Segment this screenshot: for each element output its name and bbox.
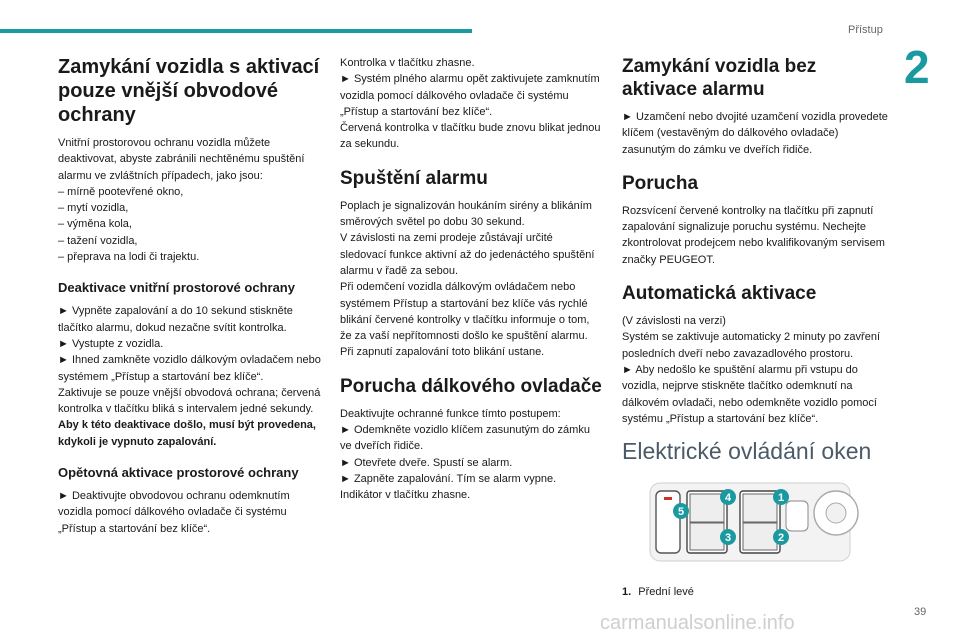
watermark: carmanualsonline.info bbox=[600, 612, 795, 634]
list-item: – mytí vozidla, bbox=[58, 202, 129, 215]
lock-button bbox=[786, 501, 808, 531]
paragraph: ► Deaktivujte obvodovou ochranu odemknutím vozidla pomocí dálkového ovladače či systému „Přístup a startování bez klíče“. bbox=[58, 490, 290, 535]
list-item: – tažení vozidla, bbox=[58, 234, 138, 247]
mirror-control-center bbox=[826, 503, 846, 523]
badge-1-label: 1 bbox=[777, 492, 785, 505]
paragraph: Kontrolka v tlačítku zhasne. bbox=[340, 57, 475, 69]
paragraph: ► Odemkněte vozidlo klíčem zasunutým do zámku ve dveřích řidiče. bbox=[340, 424, 590, 453]
paragraph: Zaktivuje se pouze vnější obvodová ochrana; červená kontrolka v tlačítku bliká s intervalem jedné sekundy. bbox=[58, 386, 321, 416]
list-item: – mírně pootevřené okno, bbox=[58, 185, 184, 198]
alarm-button-strip bbox=[656, 491, 680, 553]
column-3 bbox=[622, 55, 894, 600]
paragraph: Při odemčení vozidla dálkovým ovládačem nebo systémem Přístup a startování bez klíče vás rychlé blikání červené kontrolky v tlačítku informuje o tom, že za vaší nepřítomnosti došlo ke spuštění alarmu. Při zapnutí zapalování toto blikání ustane. bbox=[340, 281, 590, 359]
window-controls-illustration bbox=[630, 479, 870, 565]
heading-porucha: Porucha bbox=[622, 172, 699, 194]
legend-item bbox=[622, 584, 894, 600]
paragraph: Rozsvícení červené kontrolky na tlačítku při zapnutí zapalování signalizuje poruchu systému. Nechejte zkontrolovat prodejcem nebo kvalifikovaným servisem značky PEUGEOT. bbox=[622, 204, 885, 266]
paragraph: Červená kontrolka v tlačítku bude znovu blikat jednou za sekundu. bbox=[340, 122, 601, 151]
switch-bottom-right bbox=[743, 523, 777, 550]
column-2 bbox=[340, 55, 602, 504]
paragraph-bold: Aby k této deaktivace došlo, musí být provedena, kdykoli je vypnuto zapalování. bbox=[58, 419, 316, 448]
alarm-led bbox=[664, 497, 672, 500]
paragraph: Poplach je signalizován houkáním sirény a blikáním směrových světel po dobu 30 sekund. bbox=[340, 199, 592, 229]
paragraph: ► Vystupte z vozidla. bbox=[58, 337, 164, 350]
switch-top-left bbox=[690, 494, 724, 522]
list-item: – přeprava na lodi či trajektu. bbox=[58, 251, 200, 264]
switch-top-right bbox=[743, 494, 777, 522]
paragraph: ► Systém plného alarmu opět zaktivujete zamknutím vozidla pomocí dálkového ovladače či systému „Přístup a startování bez klíče“. bbox=[340, 73, 600, 118]
paragraph: Systém se zaktivuje automaticky 2 minuty po zavření posledních dveří nebo zavazadlového prostoru. bbox=[622, 331, 880, 360]
section-label: Přístup bbox=[848, 24, 883, 36]
column-1 bbox=[58, 55, 326, 537]
list-item: – výměna kola, bbox=[58, 218, 132, 231]
badge-4-label: 4 bbox=[724, 492, 732, 505]
paragraph: ► Ihned zamkněte vozidlo dálkovým ovladačem nebo systémem „Přístup a startování bez klíče“. bbox=[58, 354, 321, 383]
paragraph: Indikátor v tlačítku zhasne. bbox=[340, 489, 471, 502]
heading-automaticka-aktivace: Automatická aktivace bbox=[622, 283, 817, 305]
heading-porucha-ovladace: Porucha dálkového ovladače bbox=[340, 375, 602, 397]
paragraph: Vnitřní prostorovou ochranu vozidla můžete deaktivovat, abyste zabránili nechtěnému spuštění alarmu ve zvláštních případech, jako jsou: bbox=[58, 137, 305, 182]
page-number: 39 bbox=[914, 606, 927, 618]
paragraph: ► Vypněte zapalování a do 10 sekund stiskněte tlačítko alarmu, dokud nezačne svítit kontrolka. bbox=[58, 305, 293, 334]
paragraph: (V závislosti na verzi) bbox=[622, 315, 726, 328]
heading-zamykani-obvodove: Zamykání vozidla s aktivací pouze vnější obvodové ochrany bbox=[58, 56, 320, 126]
paragraph: ► Zapněte zapalování. Tím se alarm vypne. bbox=[340, 472, 557, 485]
switch-bottom-left bbox=[690, 523, 724, 550]
badge-5-label: 5 bbox=[677, 506, 685, 519]
paragraph: ► Otevřete dveře. Spustí se alarm. bbox=[340, 456, 513, 469]
legend-number: 1. bbox=[622, 586, 632, 599]
chapter-number: 2 bbox=[904, 41, 930, 93]
paragraph: ► Aby nedošlo ke spuštění alarmu při vstupu do vozidla, nejprve stiskněte tlačítko odemknutí na dálkovém ovladači, nebo odemkněte vozidlo pomocí systému „Přístup a startování bez klíče“. bbox=[622, 363, 877, 425]
paragraph: V závislosti na zemi prodeje zůstávají určité sledovací funkce aktivní až do jedenáctého spuštění alarmu v řadě za sebou. bbox=[340, 232, 595, 277]
heading-deaktivace: Deaktivace vnitřní prostorové ochrany bbox=[58, 280, 295, 296]
heading-opetovna-aktivace: Opětovná aktivace prostorové ochrany bbox=[58, 465, 299, 481]
paragraph: ► Uzamčení nebo dvojité uzamčení vozidla provedete klíčem (vestavěným do dálkového ovladače) zasunutým do zámku ve dveřích řidiče. bbox=[622, 111, 888, 156]
badge-2-label: 2 bbox=[777, 532, 785, 545]
heading-elektricke-ovladani-oken: Elektrické ovládání oken bbox=[622, 438, 872, 465]
heading-bez-alarmu: Zamykání vozidla bez aktivace alarmu bbox=[622, 56, 817, 100]
paragraph: Deaktivujte ochranné funkce tímto postupem: bbox=[340, 407, 561, 420]
badge-3-label: 3 bbox=[724, 532, 732, 545]
header-accent-bar bbox=[0, 29, 472, 33]
heading-spusteni-alarmu: Spuštění alarmu bbox=[340, 167, 488, 189]
legend-text: Přední levé bbox=[638, 586, 694, 599]
